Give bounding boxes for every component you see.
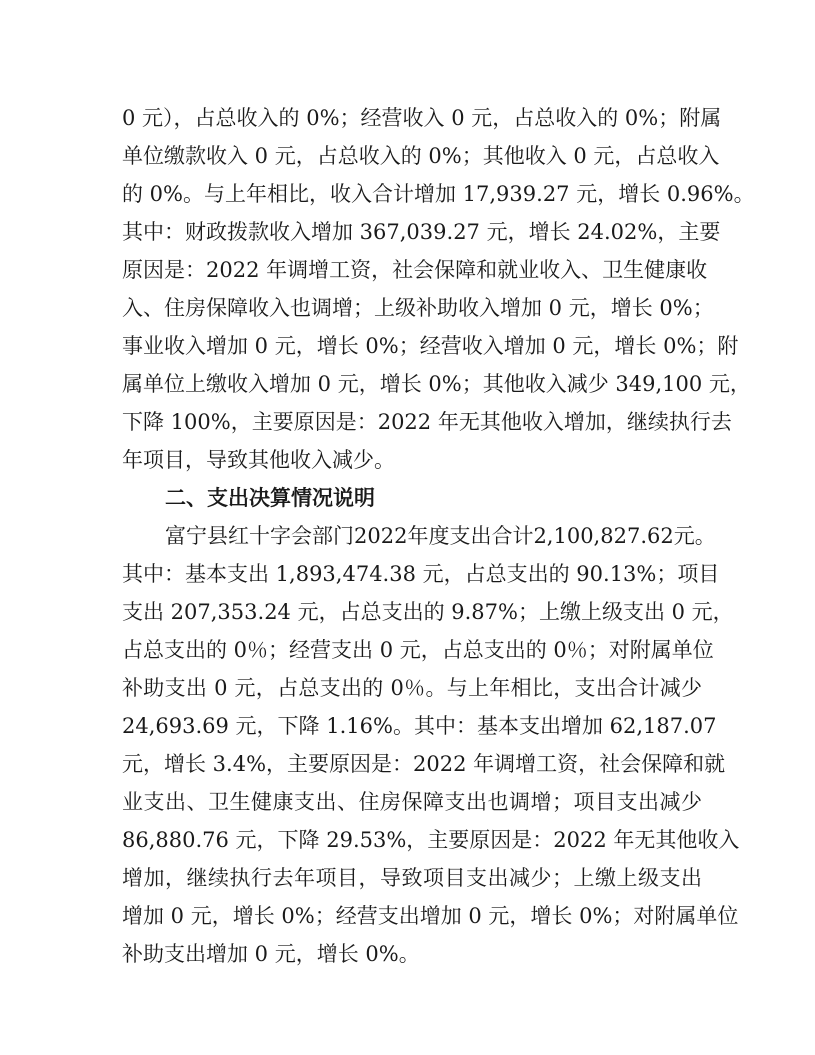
paragraph-line: 业支出、卫生健康支出、住房保障支出也调增；项目支出减少 bbox=[122, 790, 702, 814]
paragraph-line: 0 元），占总收入的 0%；经营收入 0 元，占总收入的 0%；附属 bbox=[122, 106, 722, 130]
paragraph-line: 补助支出 0 元，占总支出的 0％。与上年相比，支出合计减少 bbox=[122, 676, 702, 700]
paragraph-line: 其中：财政拨款收入增加 367,039.27 元，增长 24.02%，主要 bbox=[122, 220, 721, 244]
paragraph-line: 元，增长 3.4%，主要原因是：2022 年调增工资，社会保障和就 bbox=[122, 752, 726, 776]
paragraph-line: 下降 100%，主要原因是：2022 年无其他收入增加，继续执行去 bbox=[122, 410, 732, 434]
paragraph-line: 86,880.76 元，下降 29.53%，主要原因是：2022 年无其他收入 bbox=[122, 828, 740, 852]
paragraph-line: 年项目，导致其他收入减少。 bbox=[122, 448, 395, 472]
paragraph-line: 增加 0 元，增长 0%；经营支出增加 0 元，增长 0%；对附属单位 bbox=[122, 904, 739, 928]
paragraph-line: 24,693.69 元，下降 1.16%。其中：基本支出增加 62,187.07 bbox=[122, 714, 717, 738]
paragraph-line: 占总支出的 0％；经营支出 0 元，占总支出的 0％；对附属单位 bbox=[122, 638, 714, 662]
paragraph-line: 事业收入增加 0 元，增长 0%；经营收入增加 0 元，增长 0%；附 bbox=[122, 334, 739, 358]
paragraph-line: 补助支出增加 0 元，增长 0%。 bbox=[122, 942, 420, 966]
paragraph-line: 其中：基本支出 1,893,474.38 元，占总支出的 90.13%；项目 bbox=[122, 562, 720, 586]
paragraph-line: 支出 207,353.24 元，占总支出的 9.87%；上缴上级支出 0 元， bbox=[122, 600, 734, 624]
paragraph-line: 增加，继续执行去年项目，导致项目支出减少；上缴上级支出 bbox=[122, 866, 702, 890]
paragraph-line: 单位缴款收入 0 元，占总收入的 0%；其他收入 0 元，占总收入 bbox=[122, 144, 720, 168]
section-heading: 二、支出决算情况说明 bbox=[165, 486, 375, 510]
paragraph-line: 原因是：2022 年调增工资，社会保障和就业收入、卫生健康收 bbox=[122, 258, 708, 282]
paragraph-line: 属单位上缴收入增加 0 元，增长 0%；其他收入减少 349,100 元， bbox=[122, 372, 751, 396]
paragraph-line: 入、住房保障收入也调增；上级补助收入增加 0 元，增长 0%； bbox=[122, 296, 714, 320]
paragraph-line: 富宁县红十字会部门2022年度支出合计2,100,827.62元。 bbox=[165, 524, 716, 548]
paragraph-line: 的 0%。与上年相比，收入合计增加 17,939.27 元，增长 0.96%。 bbox=[122, 182, 755, 206]
